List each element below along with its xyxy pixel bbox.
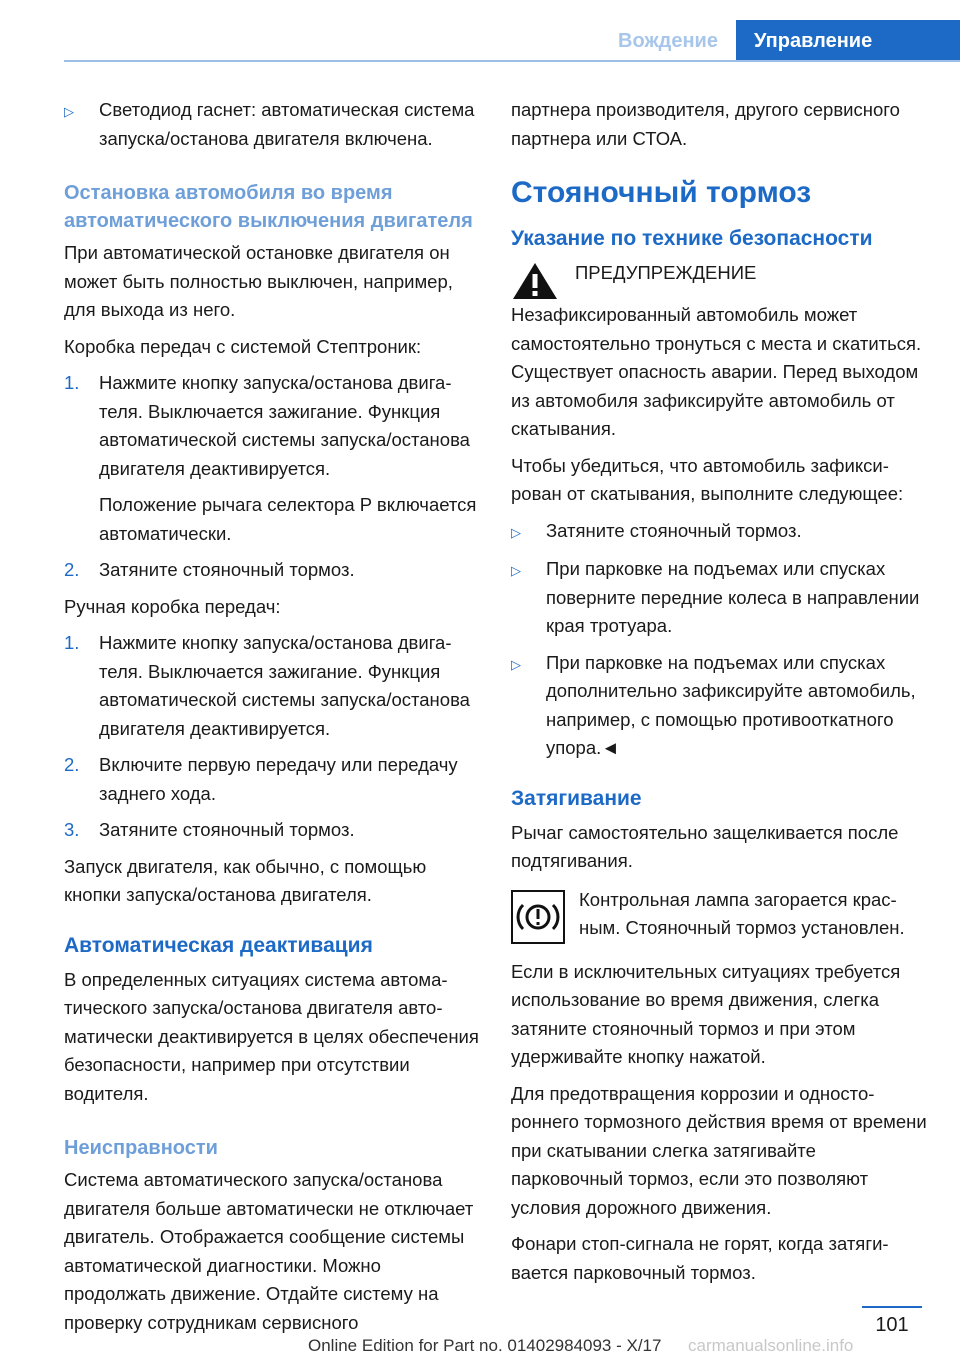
item-text: Затяните стояночный тормоз.	[99, 819, 355, 840]
warning-content	[575, 259, 931, 288]
numbered-item	[64, 629, 484, 743]
warning-triangle-icon	[511, 261, 559, 301]
numbered-item	[64, 369, 484, 483]
chapter-heading: Стояночный тормоз	[511, 176, 812, 209]
item-number: 2.	[64, 559, 80, 580]
list-item	[64, 96, 484, 153]
edition-note: Online Edition for Part no. 01402984093 - X/17	[308, 1336, 662, 1355]
page-header	[0, 0, 960, 62]
left-column	[64, 96, 484, 1345]
paragraph: партнера производителя, другого сервисного партнера или СТОА.	[511, 99, 900, 149]
tab-controls[interactable]: Управление	[736, 20, 960, 62]
sub-paragraph: Положение рычага селектора P включается автоматически.	[99, 494, 477, 544]
paragraph: Коробка передач с системой Стептроник:	[64, 335, 422, 357]
header-rule	[64, 60, 960, 62]
paragraph: Запуск двигателя, как обычно, с помощью кнопки запуска/останова двигателя.	[64, 855, 427, 905]
numbered-item	[64, 816, 484, 845]
numbered-item	[64, 751, 484, 808]
bullet-text: Затяните стояночный тормоз.	[546, 519, 802, 541]
item-number: 1.	[64, 632, 80, 653]
item-text: Нажмите кнопку запуска/останова двигателя. Выключается зажигание. Функция автоматической системы запуска/останова двигателя деактивируется.	[99, 632, 470, 739]
indicator-box	[511, 886, 931, 944]
item-number: 3.	[64, 819, 80, 840]
paragraph: Для предотвращения коррозии и одностороннего тормозного действия время от времени при скатывании слегка затягивайте парковочный тормоз, если это позволяют условия дорожного движения.	[511, 1082, 927, 1218]
footer-rule	[862, 1306, 922, 1308]
bullet-triangle-icon: ▷	[64, 104, 74, 119]
list-item	[511, 555, 931, 641]
bullet-text: При парковке на подъемах или спусках поверните передние колеса в направлении края тротуара.	[546, 558, 920, 636]
paragraph: Чтобы убедиться, что автомобиль зафиксирован от скатывания, выполните следующее:	[511, 454, 904, 504]
section-heading: Автоматическая деактивация	[64, 933, 373, 957]
warning-text: Незафиксированный автомобиль может самостоятельно тронуться с места и скатиться. Существует опасность аварии. Перед выходом из автомобиля зафиксируйте автомобиль от скатывания.	[511, 304, 922, 439]
list-item	[511, 649, 931, 763]
section-heading: Неисправности	[64, 1137, 218, 1159]
warning-box	[511, 259, 931, 301]
bullet-triangle-icon: ▷	[511, 524, 521, 540]
right-column	[511, 96, 931, 1295]
warning-label: ПРЕДУПРЕЖДЕНИЕ	[575, 262, 757, 283]
item-text: Нажмите кнопку запуска/останова двигателя. Выключается зажигание. Функция автоматической системы запуска/останова двигателя деактивируется.	[99, 372, 470, 479]
item-number: 2.	[64, 754, 80, 775]
section-heading: Затягивание	[511, 786, 642, 810]
parking-brake-lamp-icon	[511, 890, 565, 944]
indicator-text: Контрольная лампа загорается красным. Стояночный тормоз установлен.	[579, 888, 905, 938]
list-item	[511, 517, 931, 548]
section-heading: Остановка автомобиля во время автоматического выключения двигателя	[64, 182, 473, 232]
paragraph: Если в исключительных ситуациях требуется использование во время движения, слегка затяните стояночный тормоз и при этом удерживайте кнопку нажатой.	[511, 960, 901, 1067]
numbered-item	[64, 556, 484, 585]
bullet-triangle-icon: ▷	[511, 563, 521, 578]
paragraph: Рычаг самостоятельно защелкивается после подтягивания.	[511, 821, 899, 871]
item-text: Затяните стояночный тормоз.	[99, 559, 355, 580]
paragraph: Система автоматического запуска/останова двигателя больше автоматически не отключает двигатель. Отображается сообщение системы автоматической диагностики. Можно продолжать движение. Отдайте систему на проверку сотрудникам сервисного	[64, 1169, 474, 1333]
paragraph: Ручная коробка передач:	[64, 595, 281, 617]
paragraph: При автоматической остановке двигателя он может быть полностью выключен, например, для выхода из него.	[64, 242, 453, 320]
bullet-text: Светодиод гаснет: автоматическая система запуска/останова двигателя включена.	[99, 99, 475, 149]
section-heading: Указание по технике безопасности	[511, 227, 873, 250]
bullet-text: При парковке на подъемах или спусках дополнительно зафиксируйте автомобиль, например, с помощью противооткатного упора.◄	[546, 651, 916, 758]
page-number: 101	[875, 1314, 909, 1336]
tab-driving[interactable]: Вождение	[618, 29, 718, 52]
watermark: carmanualsonline.info	[688, 1336, 854, 1355]
item-text: Включите первую передачу или передачу заднего хода.	[99, 754, 458, 804]
bullet-triangle-icon: ▷	[511, 656, 521, 672]
paragraph: Фонари стоп-сигнала не горят, когда затягивается парковочный тормоз.	[511, 1233, 889, 1283]
paragraph: В определенных ситуациях система автоматического запуска/останова двигателя автоматически деактивируется в целях обеспечения безопасности, например при отсутствии водителя.	[64, 968, 479, 1104]
item-number: 1.	[64, 372, 80, 393]
